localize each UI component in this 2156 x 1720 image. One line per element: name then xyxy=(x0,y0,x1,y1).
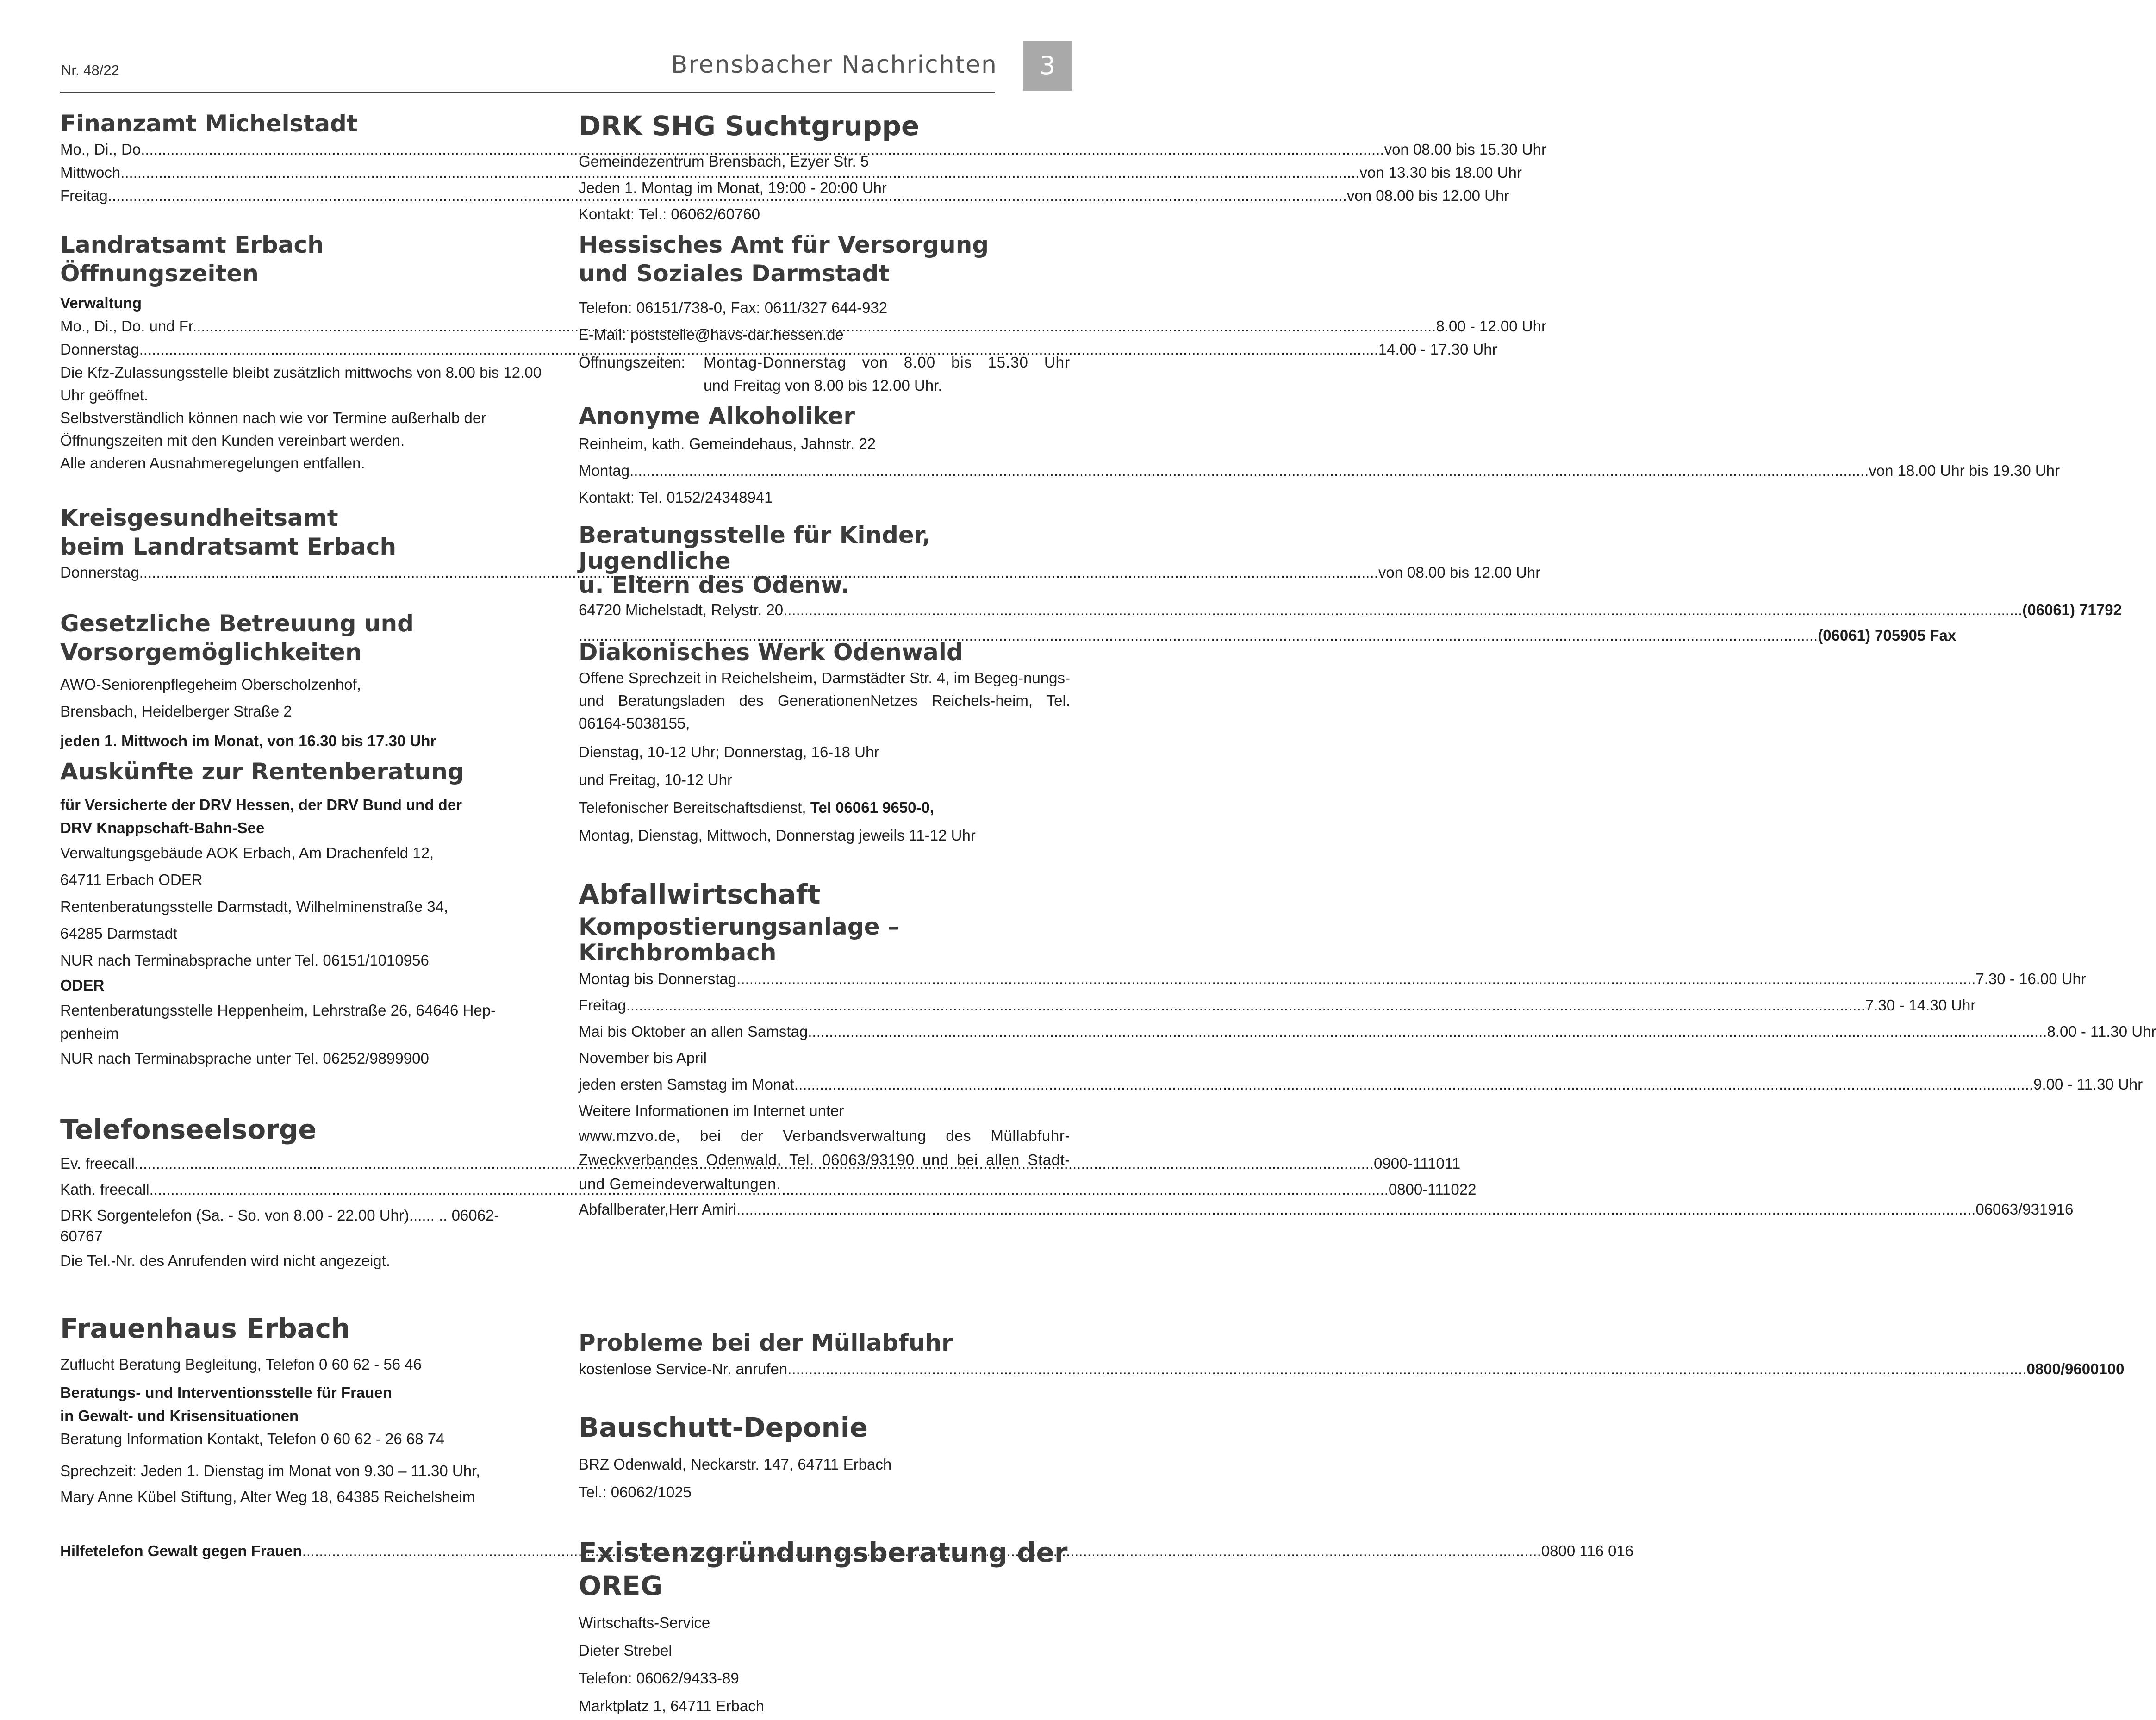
opening-hours xyxy=(579,351,1070,374)
note: Selbstverständlich können nach wie vor Termine außerhalb der Öffnungszeiten mit den Kunden vereinbart werden. xyxy=(60,409,486,449)
section-betreuung xyxy=(60,609,552,754)
section-probleme-muellabfuhr xyxy=(579,1328,2125,1381)
row-value: 9.00 - 11.30 Uhr xyxy=(2033,1076,2143,1093)
row-value: 06063/931916 xyxy=(1975,1201,2074,1218)
hours-row xyxy=(60,1177,1477,1203)
page-number: 3 xyxy=(1023,41,1072,91)
row-label: Öffnungszeiten: xyxy=(579,354,685,371)
text-line: penheim xyxy=(60,1025,119,1042)
text-line: Dieter Strebel xyxy=(579,1642,672,1659)
section-title: Finanzamt Michelstadt xyxy=(60,110,358,137)
text-plain: Telefonischer Bereitschaftsdienst, xyxy=(579,799,810,816)
text-line xyxy=(579,794,1070,822)
row-label: Donnerstag xyxy=(60,341,139,358)
note: Alle anderen Ausnahmeregelungen entfallen. xyxy=(60,455,365,472)
bold-line: für Versicherte der DRV Hessen, der DRV Bund und der xyxy=(60,796,462,813)
text-line: Brensbach, Heidelberger Straße 2 xyxy=(60,703,292,720)
dot-leader xyxy=(736,966,1975,992)
row-label: Mo., Di., Do. xyxy=(60,141,145,158)
text-line: und Freitag, 10-12 Uhr xyxy=(579,771,733,788)
row-value: von 08.00 bis 12.00 Uhr xyxy=(1378,564,1541,581)
text-line: Wirtschafts-Service xyxy=(579,1614,710,1631)
service-row xyxy=(579,1357,2125,1381)
text-line: Tel.: 06062/1025 xyxy=(579,1483,692,1501)
text-line: Telefon: 06062/9433-89 xyxy=(579,1670,739,1687)
row-value: 14.00 - 17.30 Uhr xyxy=(1378,341,1497,358)
dot-leader xyxy=(808,1018,2047,1045)
row-label: Abfallberater,Herr Amiri xyxy=(579,1201,737,1218)
row-value: von 08.00 bis 12.00 Uhr xyxy=(1346,187,1509,204)
bold-line: jeden 1. Mittwoch im Monat, von 16.30 bis 17.30 Uhr xyxy=(60,732,436,749)
row-value: von 08.00 bis 15.30 Uhr xyxy=(1384,141,1546,158)
text-line: Kontakt: Tel. 0152/24348941 xyxy=(579,489,773,506)
section-title: Frauenhaus Erbach xyxy=(60,1313,350,1344)
row-value: 8.00 - 11.30 Uhr xyxy=(2047,1023,2156,1040)
row-label: Freitag xyxy=(60,187,108,204)
text-line: Weitere Informationen im Internet unter xyxy=(579,1102,844,1119)
section-title: Bauschutt-Deponie xyxy=(579,1412,868,1443)
section-title: Auskünfte zur Rentenberatung xyxy=(60,758,464,785)
row-value: 0800 116 016 xyxy=(1541,1542,1634,1559)
row-value: von 13.30 bis 18.00 Uhr xyxy=(1359,164,1522,181)
section-title: Existenzgründungsberatung der OREG xyxy=(579,1537,1068,1602)
text-line: Telefon: 06151/738-0, Fax: 0611/327 644-932 xyxy=(579,299,888,316)
text-line: Montag, Dienstag, Mittwoch, Donnerstag jeweils 11-12 Uhr xyxy=(579,827,976,844)
section-title: Hessisches Amt für Versorgung xyxy=(579,231,989,258)
row-label: Montag bis Donnerstag xyxy=(579,970,737,987)
row-label: Montag xyxy=(579,462,630,479)
text-line: Kontakt: Tel.: 06062/60760 xyxy=(579,206,760,223)
row-value: 7.30 - 16.00 Uhr xyxy=(1975,970,2086,987)
row-value: 7.30 - 14.30 Uhr xyxy=(1865,997,1976,1014)
text-line: Die Tel.-Nr. des Anrufenden wird nicht angezeigt. xyxy=(60,1252,390,1269)
section-title: Diakonisches Werk Odenwald xyxy=(579,639,963,666)
section-title: Probleme bei der Müllabfuhr xyxy=(579,1329,953,1356)
text-line: NUR nach Terminabsprache unter Tel. 06151/1010956 xyxy=(60,952,429,969)
hours-row xyxy=(60,561,1541,584)
section-rentenberatung xyxy=(60,757,552,1072)
row-label: Mittwoch xyxy=(60,164,121,181)
contact-row xyxy=(579,1196,2074,1223)
row-value: (06061) 71792 xyxy=(2022,601,2122,618)
section-title: Kreisgesundheitsamt xyxy=(60,505,338,531)
row-label: Freitag xyxy=(579,997,626,1014)
section-title: DRK SHG Suchtgruppe xyxy=(579,110,920,142)
section-title: Gesetzliche Betreuung und xyxy=(60,610,414,637)
text-line: AWO-Seniorenpflegeheim Oberscholzenhof, xyxy=(60,676,361,693)
text-line: Dienstag, 10-12 Uhr; Donnerstag, 16-18 Uhr xyxy=(579,743,879,760)
hours-row xyxy=(579,457,2060,484)
dot-leader xyxy=(787,1357,2026,1381)
row-label: kostenlose Service-Nr. anrufen xyxy=(579,1360,788,1377)
section-title: Abfallwirtschaft xyxy=(579,879,821,910)
dot-leader xyxy=(626,992,1865,1018)
section-bauschutt xyxy=(579,1411,1070,1506)
text-line: Verwaltungsgebäude AOK Erbach, Am Drachenfeld 12, xyxy=(60,844,434,861)
section-title: u. Eltern des Odenw. xyxy=(579,572,850,598)
section-title: und Soziales Darmstadt xyxy=(579,260,890,287)
row-value: von 18.00 Uhr bis 19.30 Uhr xyxy=(1869,462,2060,479)
text-line: Marktplatz 1, 64711 Erbach xyxy=(579,1697,765,1714)
row-label: Donnerstag xyxy=(60,564,139,581)
row-label: Kath. freecall xyxy=(60,1181,150,1198)
paragraph: Offene Sprechzeit in Reichelsheim, Darmstädter Str. 4, im Begeg-nungs- und Beratungsladen des GenerationenNetzes Reichels-heim, Tel. 06164-5038155, xyxy=(579,669,1070,732)
text-line: NUR nach Terminabsprache unter Tel. 06252/9899900 xyxy=(60,1050,429,1067)
hours-row xyxy=(579,1018,2156,1045)
dot-leader xyxy=(736,1196,1975,1223)
bold-line: ODER xyxy=(60,977,105,994)
hotline-row xyxy=(60,1539,1634,1563)
dot-leader xyxy=(629,457,1869,484)
section-title: Vorsorgemöglichkeiten xyxy=(60,639,362,666)
publication-title: Brensbacher Nachrichten xyxy=(671,51,997,79)
section-title: Landratsamt Erbach xyxy=(60,231,324,258)
hours-row xyxy=(579,1071,2143,1097)
text-line: Reinheim, kath. Gemeindehaus, Jahnstr. 22 xyxy=(579,435,876,452)
text-line: Beratung Information Kontakt, Telefon 0 60 62 - 26 68 74 xyxy=(60,1430,445,1447)
hours-row xyxy=(60,338,1497,361)
section-anonyme-alkoholiker xyxy=(579,402,2060,511)
row-label: jeden ersten Samstag im Monat xyxy=(579,1076,794,1093)
text-line: Rentenberatungsstelle Heppenheim, Lehrstraße 26, 64646 Hep- xyxy=(60,1002,496,1019)
hours-row xyxy=(579,966,2086,992)
section-title: Anonyme Alkoholiker xyxy=(579,403,855,430)
note: Die Kfz-Zulassungsstelle bleibt zusätzlich mittwochs von 8.00 bis 12.00 Uhr geöffnet. xyxy=(60,364,542,404)
row-value: 0900-111011 xyxy=(1373,1155,1461,1172)
text-line: 60767 xyxy=(60,1228,103,1245)
section-oreg xyxy=(579,1536,1070,1720)
text-line: 64711 Erbach ODER xyxy=(60,871,203,888)
section-title: Beratungsstelle für Kinder, Jugendliche xyxy=(579,522,931,574)
text-line: 64285 Darmstadt xyxy=(60,925,178,942)
page-header xyxy=(60,41,1072,93)
bold-line: Beratungs- und Interventionsstelle für Frauen xyxy=(60,1384,392,1401)
row-label: Mo., Di., Do. und Fr. xyxy=(60,318,197,335)
paragraph: www.mzvo.de, bei der Verbandsverwaltung des Müllabfuhr-Zweckverbandes Odenwald, Tel. 06063/93190 und bei allen Stadt- und Gemeindeverwaltungen. xyxy=(579,1127,1070,1192)
section-hessisches-amt xyxy=(579,231,1070,397)
text-line: Jeden 1. Montag im Monat, 19:00 - 20:00 Uhr xyxy=(579,179,887,196)
dot-leader xyxy=(794,1071,2033,1097)
row-label: Ev. freecall xyxy=(60,1155,135,1172)
phone-row xyxy=(579,596,2122,624)
issue-number: Nr. 48/22 xyxy=(61,62,119,78)
hours-row xyxy=(60,138,1546,161)
subsection-title: Kompostierungsanlage – Kirchbrombach xyxy=(579,913,899,966)
section-title: Öffnungszeiten xyxy=(60,260,259,287)
dot-leader xyxy=(783,596,2022,624)
text-bold: Tel 06061 9650-0, xyxy=(810,799,935,816)
text-line: Sprechzeit: Jeden 1. Dienstag im Monat von 9.30 – 11.30 Uhr, xyxy=(60,1462,480,1479)
header-rule xyxy=(60,92,995,93)
row-label: Hilfetelefon Gewalt gegen Frauen xyxy=(60,1542,302,1559)
row-value: Montag-Donnerstag von 8.00 bis 15.30 Uhr xyxy=(704,354,1070,371)
email-text: E-Mail: poststelle@havs-dar.hessen.de xyxy=(579,326,844,343)
text-line: DRK Sorgentelefon (Sa. - So. von 8.00 - 22.00 Uhr)...... .. 06062- xyxy=(60,1207,499,1224)
row-value: und Freitag von 8.00 bis 12.00 Uhr. xyxy=(704,377,942,394)
row-label: Mai bis Oktober an allen Samstag xyxy=(579,1023,808,1040)
section-title: Telefonseelsorge xyxy=(60,1114,317,1145)
text-line: BRZ Odenwald, Neckarstr. 147, 64711 Erbach xyxy=(579,1456,892,1473)
subheading: Verwaltung xyxy=(60,294,142,312)
section-diakonie xyxy=(579,638,1070,849)
bold-line: in Gewalt- und Krisensituationen xyxy=(60,1407,299,1424)
row-value: (06061) 705905 Fax xyxy=(1818,627,1957,644)
bold-line: DRV Knappschaft-Bahn-See xyxy=(60,819,265,836)
hours-row xyxy=(579,992,1976,1018)
text-line: Mary Anne Kübel Stiftung, Alter Weg 18, 64385 Reichelsheim xyxy=(60,1488,475,1505)
text-line: Rentenberatungsstelle Darmstadt, Wilhelminenstraße 34, xyxy=(60,898,449,915)
row-value: 0800-111022 xyxy=(1388,1181,1477,1198)
row-value: 8.00 - 12.00 Uhr xyxy=(1436,318,1546,335)
section-drk xyxy=(579,109,1070,227)
row-value: 0800/9600100 xyxy=(2026,1360,2125,1377)
row-label: 64720 Michelstadt, Relystr. 20 xyxy=(579,601,784,618)
text-line: November bis April xyxy=(579,1049,707,1066)
text-line: Gemeindezentrum Brensbach, Ezyer Str. 5 xyxy=(579,153,869,170)
hours-row xyxy=(60,1151,1461,1177)
text-line: Zuflucht Beratung Begleitung, Telefon 0 60 62 - 56 46 xyxy=(60,1356,422,1373)
section-title: beim Landratsamt Erbach xyxy=(60,533,397,560)
